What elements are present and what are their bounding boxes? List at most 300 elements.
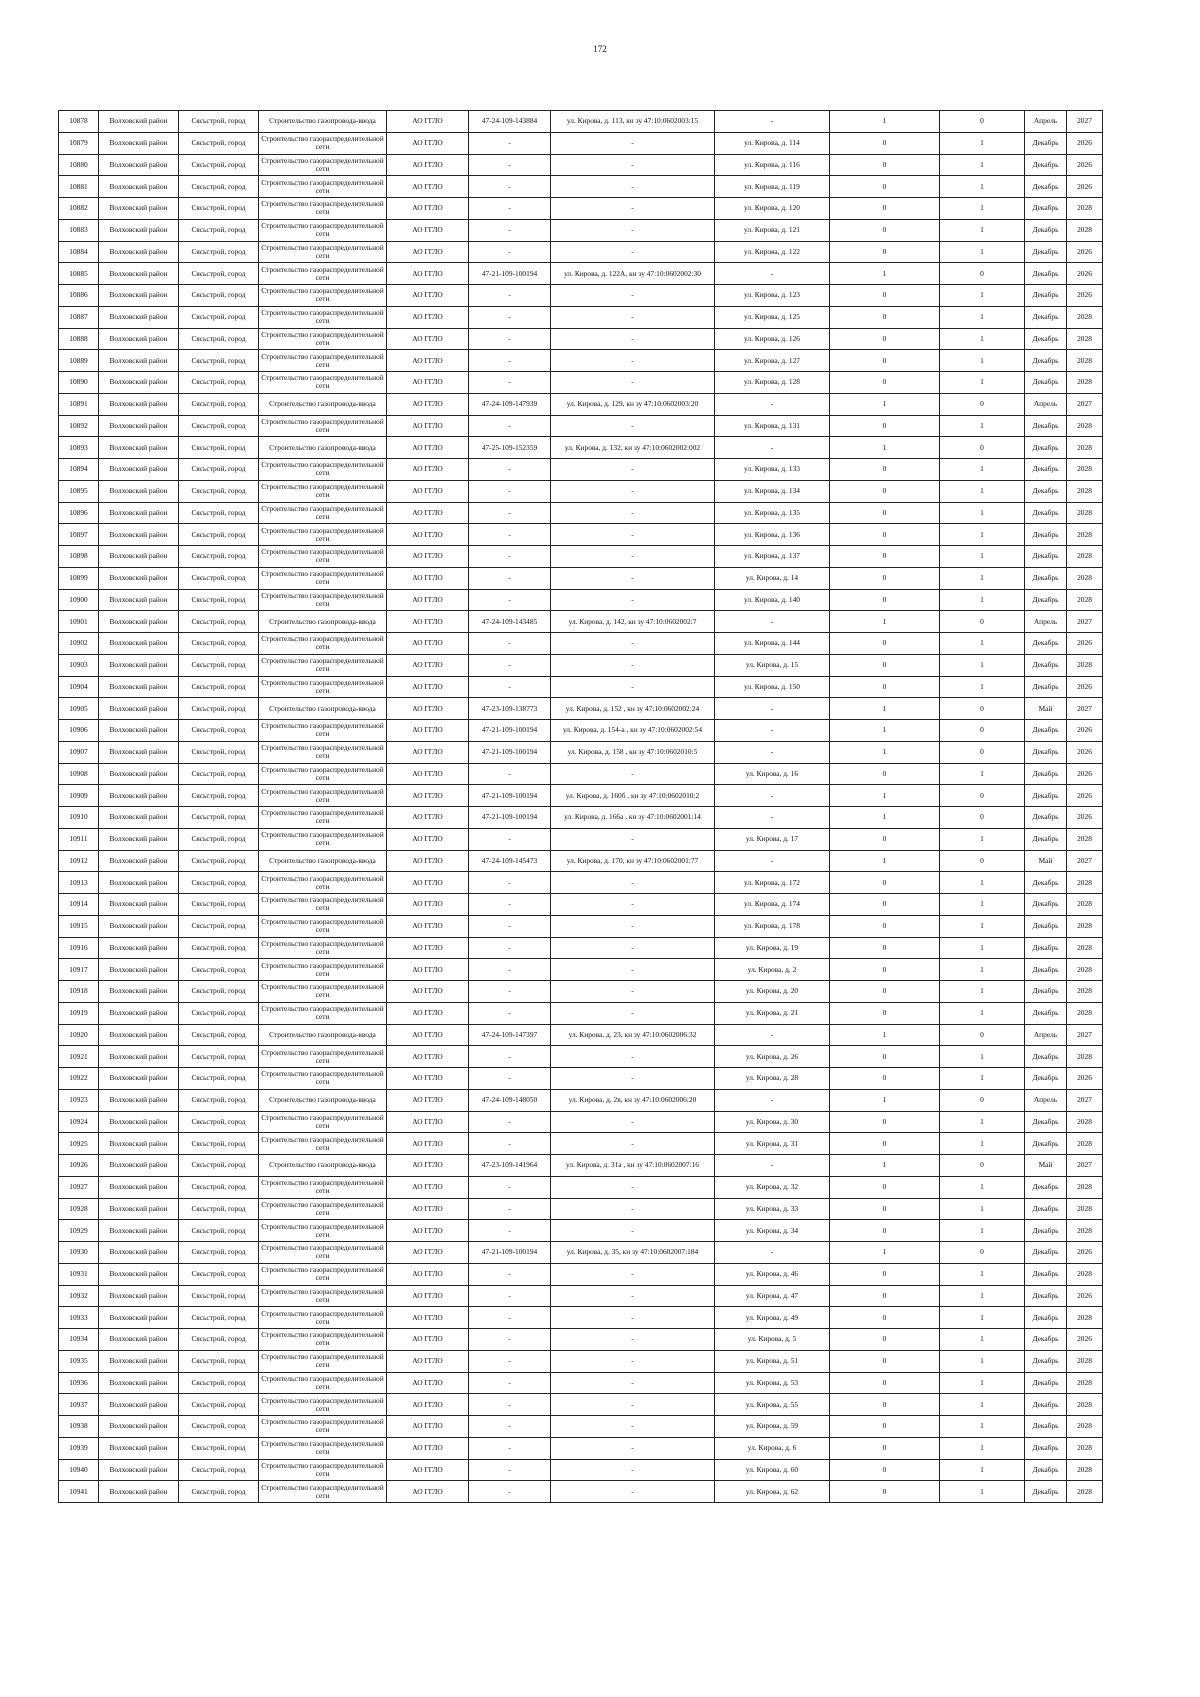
cell-work-type: Строительство газораспределительной сети	[259, 937, 387, 959]
cell-address: ул. Кирова, д. 49	[715, 1307, 830, 1329]
cell-district: Волховский район	[99, 1263, 179, 1285]
cell-organization: АО ГГЛО	[387, 633, 469, 655]
cell-settlement: Сясьстрой, город	[179, 1459, 259, 1481]
cell-address: -	[715, 741, 830, 763]
cell-settlement: Сясьстрой, город	[179, 219, 259, 241]
cell-number: 10892	[59, 415, 99, 437]
cell-work-type: Строительство газораспределительной сети	[259, 1133, 387, 1155]
cell-district: Волховский район	[99, 654, 179, 676]
cell-count-a: 0	[830, 1437, 940, 1459]
cell-work-type: Строительство газораспределительной сети	[259, 480, 387, 502]
cell-organization: АО ГГЛО	[387, 1350, 469, 1372]
cell-count-b: 0	[940, 807, 1025, 829]
cell-district: Волховский район	[99, 1437, 179, 1459]
cell-month: Апрель	[1025, 1024, 1067, 1046]
cell-count-b: 0	[940, 1155, 1025, 1177]
cell-count-a: 1	[830, 807, 940, 829]
cell-count-b: 1	[940, 546, 1025, 568]
cell-address-cadastral: -	[551, 937, 715, 959]
cell-application-number: -	[469, 937, 551, 959]
cell-address: -	[715, 807, 830, 829]
cell-application-number: -	[469, 676, 551, 698]
table-row	[59, 828, 1103, 850]
cell-count-b: 1	[940, 1481, 1025, 1503]
cell-settlement: Сясьстрой, город	[179, 850, 259, 872]
cell-application-number: -	[469, 1046, 551, 1068]
cell-month: Декабрь	[1025, 654, 1067, 676]
cell-count-b: 0	[940, 111, 1025, 133]
cell-work-type: Строительство газораспределительной сети	[259, 328, 387, 350]
cell-address: -	[715, 393, 830, 415]
cell-count-b: 1	[940, 894, 1025, 916]
cell-month: Апрель	[1025, 393, 1067, 415]
cell-number: 10906	[59, 720, 99, 742]
cell-address-cadastral: -	[551, 154, 715, 176]
cell-month: Декабрь	[1025, 1307, 1067, 1329]
cell-count-a: 0	[830, 1046, 940, 1068]
cell-address: ул. Кирова, д. 121	[715, 219, 830, 241]
cell-count-a: 1	[830, 720, 940, 742]
cell-address-cadastral: -	[551, 1437, 715, 1459]
cell-district: Волховский район	[99, 437, 179, 459]
cell-district: Волховский район	[99, 1133, 179, 1155]
cell-year: 2028	[1067, 828, 1103, 850]
cell-address: ул. Кирова, д. 150	[715, 676, 830, 698]
cell-number: 10912	[59, 850, 99, 872]
cell-application-number: -	[469, 1307, 551, 1329]
cell-address: ул. Кирова, д. 17	[715, 828, 830, 850]
cell-address-cadastral: -	[551, 1329, 715, 1351]
cell-count-a: 1	[830, 111, 940, 133]
cell-month: Декабрь	[1025, 785, 1067, 807]
cell-month: Декабрь	[1025, 1285, 1067, 1307]
cell-organization: АО ГГЛО	[387, 981, 469, 1003]
cell-count-b: 0	[940, 785, 1025, 807]
cell-settlement: Сясьстрой, город	[179, 1372, 259, 1394]
cell-month: Декабрь	[1025, 828, 1067, 850]
cell-number: 10880	[59, 154, 99, 176]
cell-district: Волховский район	[99, 480, 179, 502]
cell-count-a: 1	[830, 850, 940, 872]
cell-work-type: Строительство газораспределительной сети	[259, 872, 387, 894]
cell-work-type: Строительство газопровода-ввода	[259, 437, 387, 459]
table-row	[59, 176, 1103, 198]
cell-count-a: 1	[830, 437, 940, 459]
cell-settlement: Сясьстрой, город	[179, 1198, 259, 1220]
cell-month: Декабрь	[1025, 1329, 1067, 1351]
cell-application-number: 47-21-109-100194	[469, 785, 551, 807]
cell-year: 2028	[1067, 459, 1103, 481]
table-row	[59, 1372, 1103, 1394]
cell-work-type: Строительство газораспределительной сети	[259, 676, 387, 698]
cell-count-b: 1	[940, 633, 1025, 655]
cell-month: Декабрь	[1025, 763, 1067, 785]
table-row	[59, 1198, 1103, 1220]
cell-organization: АО ГГЛО	[387, 524, 469, 546]
cell-address-cadastral: -	[551, 1263, 715, 1285]
table-row	[59, 1155, 1103, 1177]
cell-district: Волховский район	[99, 807, 179, 829]
cell-organization: АО ГГЛО	[387, 1002, 469, 1024]
cell-address: ул. Кирова, д. 30	[715, 1111, 830, 1133]
cell-district: Волховский район	[99, 459, 179, 481]
cell-address: ул. Кирова, д. 62	[715, 1481, 830, 1503]
cell-count-a: 0	[830, 350, 940, 372]
cell-address: ул. Кирова, д. 178	[715, 915, 830, 937]
cell-count-a: 0	[830, 1394, 940, 1416]
cell-application-number: -	[469, 176, 551, 198]
cell-address-cadastral: -	[551, 480, 715, 502]
cell-work-type: Строительство газораспределительной сети	[259, 1068, 387, 1090]
cell-application-number: -	[469, 1350, 551, 1372]
cell-address-cadastral: -	[551, 589, 715, 611]
cell-organization: АО ГГЛО	[387, 502, 469, 524]
cell-count-a: 0	[830, 1416, 940, 1438]
cell-month: Декабрь	[1025, 524, 1067, 546]
cell-application-number: -	[469, 872, 551, 894]
cell-count-a: 0	[830, 480, 940, 502]
cell-district: Волховский район	[99, 850, 179, 872]
cell-work-type: Строительство газопровода-ввода	[259, 850, 387, 872]
cell-work-type: Строительство газопровода-ввода	[259, 611, 387, 633]
cell-organization: АО ГГЛО	[387, 1220, 469, 1242]
cell-organization: АО ГГЛО	[387, 567, 469, 589]
cell-count-b: 1	[940, 502, 1025, 524]
table-row	[59, 589, 1103, 611]
cell-address: ул. Кирова, д. 128	[715, 372, 830, 394]
cell-application-number: -	[469, 1481, 551, 1503]
cell-address-cadastral: -	[551, 546, 715, 568]
cell-work-type: Строительство газораспределительной сети	[259, 1002, 387, 1024]
table-row	[59, 350, 1103, 372]
cell-work-type: Строительство газораспределительной сети	[259, 219, 387, 241]
cell-address-cadastral: -	[551, 285, 715, 307]
cell-work-type: Строительство газораспределительной сети	[259, 241, 387, 263]
cell-application-number: 47-25-109-152359	[469, 437, 551, 459]
cell-district: Волховский район	[99, 720, 179, 742]
cell-settlement: Сясьстрой, город	[179, 1176, 259, 1198]
cell-address: ул. Кирова, д. 15	[715, 654, 830, 676]
cell-settlement: Сясьстрой, город	[179, 981, 259, 1003]
table-row	[59, 1263, 1103, 1285]
cell-settlement: Сясьстрой, город	[179, 741, 259, 763]
cell-address-cadastral: -	[551, 1068, 715, 1090]
cell-organization: АО ГГЛО	[387, 1198, 469, 1220]
cell-organization: АО ГГЛО	[387, 720, 469, 742]
cell-count-a: 0	[830, 1068, 940, 1090]
table-row	[59, 154, 1103, 176]
table-row	[59, 372, 1103, 394]
cell-district: Волховский район	[99, 1046, 179, 1068]
cell-number: 10926	[59, 1155, 99, 1177]
cell-settlement: Сясьстрой, город	[179, 546, 259, 568]
cell-number: 10881	[59, 176, 99, 198]
cell-settlement: Сясьстрой, город	[179, 415, 259, 437]
cell-district: Волховский район	[99, 372, 179, 394]
cell-count-a: 0	[830, 1176, 940, 1198]
cell-count-a: 0	[830, 132, 940, 154]
cell-settlement: Сясьстрой, город	[179, 263, 259, 285]
cell-organization: АО ГГЛО	[387, 915, 469, 937]
cell-district: Волховский район	[99, 393, 179, 415]
cell-district: Волховский район	[99, 154, 179, 176]
cell-year: 2028	[1067, 350, 1103, 372]
cell-year: 2026	[1067, 132, 1103, 154]
cell-number: 10921	[59, 1046, 99, 1068]
cell-address: ул. Кирова, д. 46	[715, 1263, 830, 1285]
cell-number: 10924	[59, 1111, 99, 1133]
cell-count-b: 1	[940, 1459, 1025, 1481]
cell-count-a: 0	[830, 1111, 940, 1133]
cell-district: Волховский район	[99, 1155, 179, 1177]
cell-settlement: Сясьстрой, город	[179, 154, 259, 176]
cell-count-a: 0	[830, 459, 940, 481]
cell-address-cadastral: -	[551, 1481, 715, 1503]
cell-address-cadastral: -	[551, 241, 715, 263]
cell-address-cadastral: ул. Кирова, д. 23, кн зу 47:10:0602006:32	[551, 1024, 715, 1046]
cell-settlement: Сясьстрой, город	[179, 785, 259, 807]
cell-address: ул. Кирова, д. 55	[715, 1394, 830, 1416]
table-row	[59, 480, 1103, 502]
table-row	[59, 894, 1103, 916]
table-row	[59, 111, 1103, 133]
cell-year: 2026	[1067, 1242, 1103, 1264]
cell-count-b: 0	[940, 720, 1025, 742]
table-row	[59, 654, 1103, 676]
cell-year: 2028	[1067, 872, 1103, 894]
cell-work-type: Строительство газораспределительной сети	[259, 415, 387, 437]
cell-district: Волховский район	[99, 1111, 179, 1133]
cell-address-cadastral: -	[551, 1002, 715, 1024]
cell-work-type: Строительство газораспределительной сети	[259, 198, 387, 220]
cell-year: 2028	[1067, 437, 1103, 459]
cell-application-number: -	[469, 1437, 551, 1459]
cell-district: Волховский район	[99, 502, 179, 524]
cell-address-cadastral: -	[551, 1198, 715, 1220]
cell-district: Волховский район	[99, 350, 179, 372]
cell-year: 2026	[1067, 633, 1103, 655]
cell-organization: АО ГГЛО	[387, 154, 469, 176]
cell-address: -	[715, 1155, 830, 1177]
cell-application-number: -	[469, 198, 551, 220]
cell-number: 10904	[59, 676, 99, 698]
cell-district: Волховский район	[99, 546, 179, 568]
cell-month: Декабрь	[1025, 959, 1067, 981]
cell-address-cadastral: -	[551, 872, 715, 894]
cell-year: 2027	[1067, 698, 1103, 720]
cell-month: Декабрь	[1025, 915, 1067, 937]
cell-month: Декабрь	[1025, 176, 1067, 198]
cell-count-b: 1	[940, 1285, 1025, 1307]
cell-count-a: 0	[830, 1220, 940, 1242]
cell-work-type: Строительство газораспределительной сети	[259, 1176, 387, 1198]
cell-year: 2028	[1067, 1176, 1103, 1198]
cell-address: -	[715, 437, 830, 459]
cell-year: 2028	[1067, 1372, 1103, 1394]
cell-district: Волховский район	[99, 589, 179, 611]
cell-address-cadastral: ул. Кирова, д. 160б , кн зу 47:10:0602010:2	[551, 785, 715, 807]
cell-month: Май	[1025, 850, 1067, 872]
cell-address-cadastral: -	[551, 1111, 715, 1133]
cell-work-type: Строительство газораспределительной сети	[259, 176, 387, 198]
cell-work-type: Строительство газораспределительной сети	[259, 1111, 387, 1133]
cell-application-number: -	[469, 1285, 551, 1307]
cell-settlement: Сясьстрой, город	[179, 763, 259, 785]
cell-address: ул. Кирова, д. 59	[715, 1416, 830, 1438]
cell-organization: АО ГГЛО	[387, 459, 469, 481]
table-row	[59, 437, 1103, 459]
cell-settlement: Сясьстрой, город	[179, 1350, 259, 1372]
cell-address: ул. Кирова, д. 135	[715, 502, 830, 524]
table-row	[59, 1111, 1103, 1133]
cell-address-cadastral: -	[551, 1416, 715, 1438]
cell-count-a: 0	[830, 763, 940, 785]
cell-address-cadastral: -	[551, 763, 715, 785]
cell-address: -	[715, 611, 830, 633]
cell-month: Декабрь	[1025, 459, 1067, 481]
cell-work-type: Строительство газораспределительной сети	[259, 654, 387, 676]
cell-organization: АО ГГЛО	[387, 198, 469, 220]
cell-number: 10915	[59, 915, 99, 937]
cell-settlement: Сясьстрой, город	[179, 1481, 259, 1503]
cell-address: ул. Кирова, д. 125	[715, 306, 830, 328]
cell-count-b: 0	[940, 611, 1025, 633]
cell-address: ул. Кирова, д. 31	[715, 1133, 830, 1155]
cell-number: 10905	[59, 698, 99, 720]
cell-address-cadastral: ул. Кирова, д. 152 , кн зу 47:10:0602002:24	[551, 698, 715, 720]
cell-month: Декабрь	[1025, 328, 1067, 350]
table-row	[59, 915, 1103, 937]
cell-year: 2026	[1067, 1068, 1103, 1090]
cell-address-cadastral: -	[551, 828, 715, 850]
cell-year: 2028	[1067, 981, 1103, 1003]
cell-count-a: 0	[830, 937, 940, 959]
cell-address: ул. Кирова, д. 47	[715, 1285, 830, 1307]
cell-count-b: 1	[940, 937, 1025, 959]
cell-number: 10928	[59, 1198, 99, 1220]
cell-address: ул. Кирова, д. 19	[715, 937, 830, 959]
cell-work-type: Строительство газораспределительной сети	[259, 459, 387, 481]
cell-address-cadastral: ул. Кирова, д. 132, кн зу 47:10:0602002:002	[551, 437, 715, 459]
cell-work-type: Строительство газораспределительной сети	[259, 1285, 387, 1307]
cell-organization: АО ГГЛО	[387, 1329, 469, 1351]
cell-work-type: Строительство газопровода-ввода	[259, 1155, 387, 1177]
cell-count-a: 1	[830, 611, 940, 633]
cell-application-number: -	[469, 1176, 551, 1198]
cell-address-cadastral: -	[551, 1133, 715, 1155]
cell-organization: АО ГГЛО	[387, 1242, 469, 1264]
cell-settlement: Сясьстрой, город	[179, 1307, 259, 1329]
cell-work-type: Строительство газораспределительной сети	[259, 1242, 387, 1264]
cell-year: 2028	[1067, 524, 1103, 546]
cell-address-cadastral: ул. Кирова, д. 142, кн зу 47:10:0602002:7	[551, 611, 715, 633]
cell-number: 10890	[59, 372, 99, 394]
cell-application-number: -	[469, 981, 551, 1003]
cell-month: Декабрь	[1025, 1111, 1067, 1133]
cell-month: Декабрь	[1025, 219, 1067, 241]
cell-application-number: -	[469, 546, 551, 568]
cell-application-number: -	[469, 219, 551, 241]
cell-count-a: 1	[830, 741, 940, 763]
cell-month: Апрель	[1025, 111, 1067, 133]
cell-count-b: 0	[940, 1242, 1025, 1264]
table-row	[59, 1024, 1103, 1046]
cell-address: ул. Кирова, д. 122	[715, 241, 830, 263]
cell-count-a: 1	[830, 785, 940, 807]
cell-organization: АО ГГЛО	[387, 350, 469, 372]
cell-settlement: Сясьстрой, город	[179, 480, 259, 502]
cell-count-b: 1	[940, 176, 1025, 198]
cell-month: Декабрь	[1025, 872, 1067, 894]
cell-district: Волховский район	[99, 415, 179, 437]
cell-year: 2028	[1067, 480, 1103, 502]
cell-address-cadastral: -	[551, 1350, 715, 1372]
table-row	[59, 1459, 1103, 1481]
cell-district: Волховский район	[99, 1416, 179, 1438]
table-row	[59, 1002, 1103, 1024]
cell-month: Декабрь	[1025, 285, 1067, 307]
cell-organization: АО ГГЛО	[387, 828, 469, 850]
cell-work-type: Строительство газораспределительной сети	[259, 785, 387, 807]
cell-settlement: Сясьстрой, город	[179, 459, 259, 481]
cell-month: Декабрь	[1025, 263, 1067, 285]
cell-year: 2028	[1067, 1263, 1103, 1285]
cell-application-number: -	[469, 1133, 551, 1155]
cell-count-b: 1	[940, 524, 1025, 546]
cell-month: Декабрь	[1025, 567, 1067, 589]
cell-count-b: 1	[940, 1329, 1025, 1351]
table-row	[59, 1176, 1103, 1198]
cell-count-a: 0	[830, 894, 940, 916]
cell-number: 10936	[59, 1372, 99, 1394]
cell-number: 10907	[59, 741, 99, 763]
cell-settlement: Сясьстрой, город	[179, 589, 259, 611]
table-row	[59, 546, 1103, 568]
table-row	[59, 459, 1103, 481]
cell-count-b: 1	[940, 1046, 1025, 1068]
cell-count-b: 1	[940, 1394, 1025, 1416]
cell-year: 2028	[1067, 1437, 1103, 1459]
table-row	[59, 1089, 1103, 1111]
cell-number: 10898	[59, 546, 99, 568]
cell-address: ул. Кирова, д. 126	[715, 328, 830, 350]
table-row	[59, 785, 1103, 807]
cell-address: ул. Кирова, д. 120	[715, 198, 830, 220]
cell-year: 2028	[1067, 959, 1103, 981]
cell-year: 2026	[1067, 720, 1103, 742]
cell-year: 2028	[1067, 1481, 1103, 1503]
cell-application-number: -	[469, 480, 551, 502]
cell-year: 2026	[1067, 741, 1103, 763]
cell-month: Декабрь	[1025, 1198, 1067, 1220]
cell-number: 10893	[59, 437, 99, 459]
cell-district: Волховский район	[99, 741, 179, 763]
cell-settlement: Сясьстрой, город	[179, 1002, 259, 1024]
cell-year: 2027	[1067, 1024, 1103, 1046]
cell-month: Декабрь	[1025, 1372, 1067, 1394]
cell-district: Волховский район	[99, 1242, 179, 1264]
cell-application-number: 47-24-109-143485	[469, 611, 551, 633]
cell-year: 2028	[1067, 894, 1103, 916]
cell-district: Волховский район	[99, 263, 179, 285]
cell-address: -	[715, 785, 830, 807]
cell-application-number: -	[469, 763, 551, 785]
cell-year: 2028	[1067, 328, 1103, 350]
cell-district: Волховский район	[99, 524, 179, 546]
cell-application-number: -	[469, 1002, 551, 1024]
cell-count-a: 0	[830, 1481, 940, 1503]
cell-address-cadastral: -	[551, 894, 715, 916]
